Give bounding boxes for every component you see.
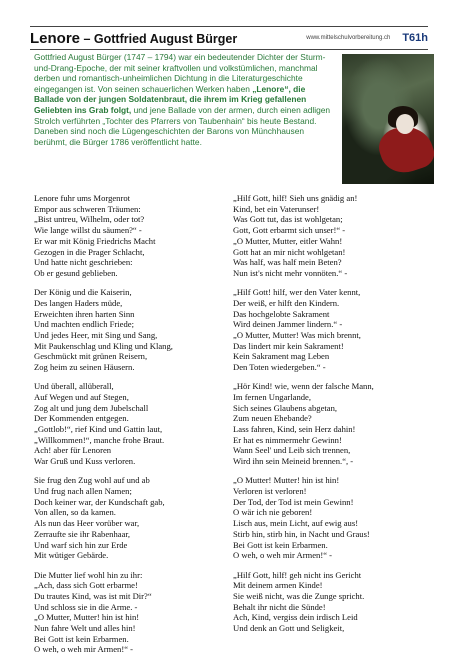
poem-line: Empor aus schweren Träumen: <box>34 203 141 214</box>
poem-line: Behalt ihr nicht die Sünde! <box>233 601 326 612</box>
poem-line: „O Mutter, Mutter! hin ist hin! <box>34 612 140 623</box>
poem-line: Das hochgelobte Sakrament <box>233 308 330 319</box>
poem-line: Zerraufte sie ihr Rabenhaar, <box>34 528 131 539</box>
poem-line: Erweichten ihren harten Sinn <box>34 308 135 319</box>
poem-stanza <box>233 475 433 561</box>
poem-line: Und warf sich hin zur Erde <box>34 539 128 550</box>
poem-line: „O Mutter, Mutter, eitler Wahn! <box>233 235 343 246</box>
poem-column-right <box>233 193 433 642</box>
poem-line: Als nun das Heer vorüber war, <box>34 518 140 529</box>
poem-line: Stirb hin, stirb hin, in Nacht und Graus! <box>233 528 370 539</box>
poem-line: Du trautes Kind, was ist mit Dir?“ <box>34 590 152 601</box>
poem-stanza <box>233 287 433 373</box>
poem-line: O weh, o weh mir Armen!“ - <box>233 550 333 561</box>
poem-line: Zum neuen Ehebande? <box>233 413 312 424</box>
poem-stanza <box>34 287 214 373</box>
poem-line: „Willkommen!“, manche frohe Braut. <box>34 434 165 445</box>
poem-line: Wird ihn sein Meineid brennen.“, - <box>233 456 354 467</box>
poem-line: Mit Paukenschlag und Kling und Klang, <box>34 340 173 351</box>
poem-line: Der Kommenden entgegen. <box>34 413 129 424</box>
poem-line: O wär ich nie geboren! <box>233 507 313 518</box>
poem-line: Die Mutter lief wohl hin zu ihr: <box>34 569 143 580</box>
poem-line: Wird deinen Jammer lindern.“ - <box>233 319 343 330</box>
source-url: www.mittelschulvorbereitung.ch <box>306 35 391 41</box>
poem-line: Nun fahre Welt und alles hin! <box>34 623 136 634</box>
intro-text-2: und jene Ballade von der armen, durch einen adligen Strolch verführten „Tochter des Pfarrers von Taubenhain“ bis heute Bestand. Daneben sind noch die Lügengeschichten der Barons von Münchhausen berühmt, die Bürger 1786 veröffentlicht hatte. <box>34 104 331 147</box>
intro-paragraph <box>34 52 334 147</box>
poem-stanza <box>34 381 214 467</box>
poem-line: Er hat es nimmermehr Gewinn! <box>233 434 342 445</box>
poem-line: Sie frug den Zug wohl auf und ab <box>34 475 150 486</box>
intro-text-1: Gottfried August Bürger (1747 – 1794) war ein bedeutender Dichter der Sturm-und-Drang-Epoche, der mit seiner kraftvollen und volkstümlichen, manchmal derben und romantisch-unheimlichen Dichtung in die Literaturgeschichte eingegangen ist. Von seinen schauerlichen Werken haben <box>34 52 326 94</box>
poem-line: War Gruß und Kuss verloren. <box>34 456 136 467</box>
poem-line: Bei Gott ist kein Erbarmen. <box>34 633 129 644</box>
poem-line: Der Tod, der Tod ist mein Gewinn! <box>233 496 354 507</box>
poem-stanza <box>34 193 214 279</box>
poem-stanza <box>34 475 214 561</box>
poem-line: Und machten endlich Friede; <box>34 319 134 330</box>
poem-line: Im fernen Ungarlande, <box>233 391 312 402</box>
poem-line: Gott, Gott erbarmt sich unser!“ - <box>233 225 346 236</box>
poem-line: „Gottlob!“, rief Kind und Gattin laut, <box>34 424 163 435</box>
poem-line: Zog heim zu seinen Häusern. <box>34 362 135 373</box>
poem-line: „Hilf Gott, hilf! Sieh uns gnädig an! <box>233 193 358 203</box>
poem-line: Er war mit König Friedrichs Macht <box>34 235 156 246</box>
poem-line: Sich seines Glaubens abgetan, <box>233 402 338 413</box>
poem-line: Und schloss sie in die Arme. - <box>34 601 138 612</box>
poem-stanza <box>34 570 214 656</box>
title-main: Lenore <box>30 29 81 47</box>
poem-line: Lass fahren, Kind, sein Herz dahin! <box>233 424 356 435</box>
illustration-face <box>396 114 414 134</box>
poem-line: „Bist untreu, Wilhelm, oder tot? <box>34 214 145 225</box>
poem-line: Kind, bet ein Vaterunser! <box>233 203 320 214</box>
poem-line: „Ach, dass sich Gott erbarme! <box>34 580 138 591</box>
poem-line: Gezogen in die Prager Schlacht, <box>34 246 145 257</box>
poem-line: Zog alt und jung dem Jubelschall <box>34 402 149 413</box>
poem-line: Den Toten wiedergeben.“ - <box>233 362 326 373</box>
document-code: T61h <box>402 32 428 44</box>
poem-line: Ob er gesund geblieben. <box>34 267 118 278</box>
poem-line: Mit wütiger Gebärde. <box>34 550 109 561</box>
title-author: – Gottfried August Bürger <box>80 31 238 46</box>
poem-column-left <box>34 193 214 664</box>
poem-line: Bei Gott ist kein Erbarmen. <box>233 539 328 550</box>
poem-line: „Hilf Gott! hilf, wer den Vater kennt, <box>233 287 361 298</box>
poem-line: Wann Seel' und Leib sich trennen, <box>233 445 351 456</box>
poem-line: Nun ist's nicht mehr vonnöten.“ - <box>233 267 348 278</box>
poem-line: Gott hat an mir nicht wohlgetan! <box>233 246 346 257</box>
poem-line: Und überall, allüberall, <box>34 381 114 392</box>
poem-line: Kein Sakrament mag Leben <box>233 351 330 362</box>
poem-stanza <box>233 193 433 279</box>
poem-line: „Hör Kind! wie, wenn der falsche Mann, <box>233 381 374 392</box>
document-title <box>30 30 237 47</box>
page-header <box>30 26 428 50</box>
poem-line: O weh, o weh mir Armen!“ - <box>34 644 134 655</box>
poem-line: Das lindert mir kein Sakrament! <box>233 340 344 351</box>
poem-line: Verloren ist verloren! <box>233 486 307 497</box>
poem-stanza <box>233 381 433 467</box>
poem-line: „O Mutter, Mutter! Was mich brennt, <box>233 329 361 340</box>
poem-line: Wie lange willst du säumen?“ - <box>34 225 142 236</box>
poem-stanza <box>233 570 433 634</box>
illustration-image <box>342 54 434 184</box>
poem-line: Auf Wegen und auf Stegen, <box>34 391 129 402</box>
poem-line: Und denk an Gott und Seligkeit, <box>233 623 345 634</box>
poem-line: Von allen, so da kamen. <box>34 507 116 518</box>
poem-line: Und hatte nicht geschrieben: <box>34 257 133 268</box>
intro-text-bold: „Lenore“, die Ballade von der jungen Soldatenbraut, die ihrem im Krieg gefallenen Geliebten ins Grab folgt, <box>34 83 307 115</box>
poem-line: Sie weiß nicht, was die Zunge spricht. <box>233 590 365 601</box>
poem-line: Doch keiner war, der Kundschaft gab, <box>34 496 165 507</box>
poem-line: Und jedes Heer, mit Sing und Sang, <box>34 329 158 340</box>
poem-line: „O Mutter! Mutter! hin ist hin! <box>233 475 340 486</box>
poem-line: „Hilf Gott, hilf! geh nicht ins Gericht <box>233 569 362 580</box>
poem-line: Was Gott tut, das ist wohlgetan; <box>233 214 343 225</box>
poem-line: Lisch aus, mein Licht, auf ewig aus! <box>233 518 359 529</box>
poem-line: Der weiß, er hilft den Kindern. <box>233 297 340 308</box>
poem-line: Was half, was half mein Beten? <box>233 257 342 268</box>
poem-line: Mit deinem armen Kinde! <box>233 580 323 591</box>
poem-line: Lenore fuhr ums Morgenrot <box>34 193 131 203</box>
poem-line: Geschmückt mit grünen Reisern, <box>34 351 148 362</box>
poem-line: Und frug nach allen Namen; <box>34 486 132 497</box>
poem-line: Des langen Haders müde, <box>34 297 123 308</box>
poem-line: Ach, Kind, vergiss dein irdisch Leid <box>233 612 358 623</box>
poem-line: Ach! aber für Lenoren <box>34 445 112 456</box>
poem-line: Der König und die Kaiserin, <box>34 287 132 298</box>
